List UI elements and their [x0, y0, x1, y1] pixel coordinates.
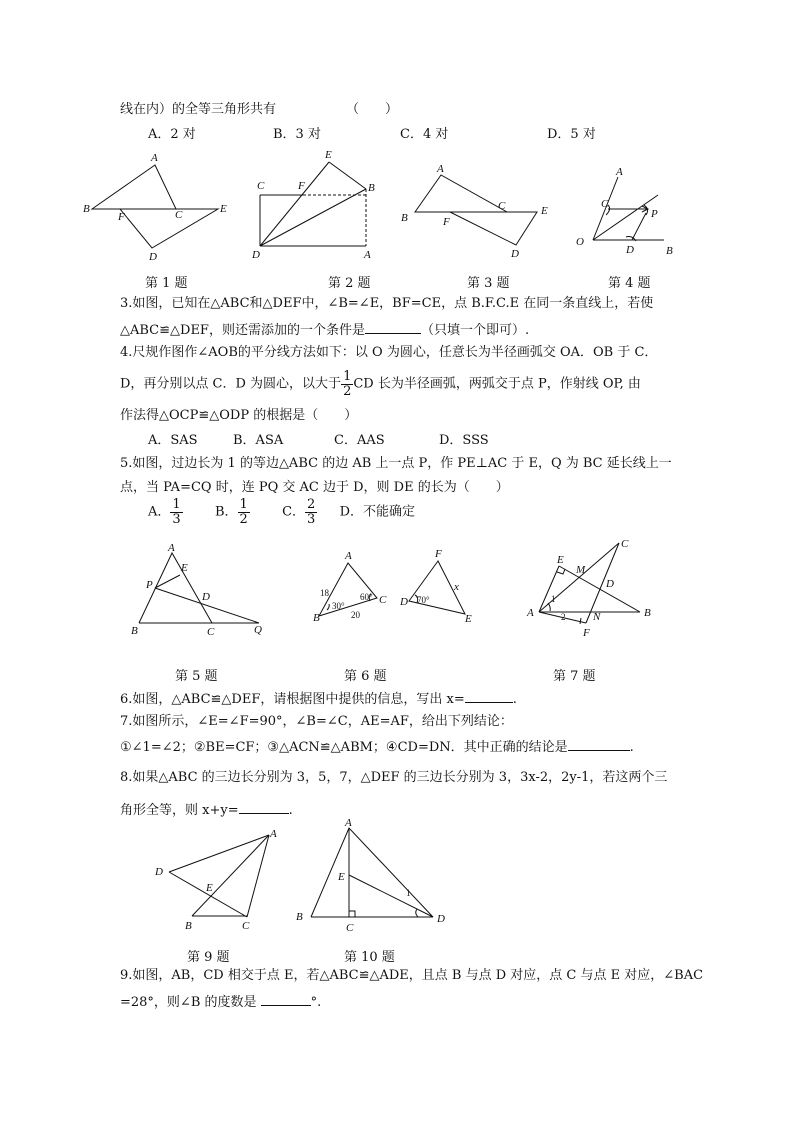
fig6-label-c: C: [379, 594, 387, 606]
q4-option-d: D．SSS: [439, 433, 489, 448]
q-prev-stem: 线在内）的全等三角形共有 （ ）: [120, 102, 399, 117]
q4-fraction: $\frac{1}{2}$: [343, 369, 352, 399]
fig7-label-m: M: [576, 564, 586, 576]
fig9-label-a: A: [270, 828, 277, 840]
q-prev-option-d: D．5 对: [547, 127, 596, 142]
fig1-label-e: E: [220, 203, 227, 215]
q7-line-1: 7.如图所示，∠E=∠F=90°，∠B=∠C，AE=AF，给出下列结论：: [120, 714, 513, 729]
fig10-label-1: 1: [406, 888, 411, 898]
fig7-label-1: 1: [551, 594, 556, 604]
fig1-label-a: A: [151, 152, 158, 164]
fig9-label-c: C: [242, 920, 250, 932]
fig10-label-a: A: [345, 817, 352, 829]
q6-line: 6.如图，△ABC≌△DEF，请根据图中提供的信息，写出 x= .: [120, 692, 517, 707]
figure-2: [250, 145, 385, 265]
fig6-label-d: D: [400, 596, 408, 608]
fig3-label-c: C: [498, 200, 506, 212]
q8-answer-blank[interactable]: [239, 801, 289, 814]
fig4-label-d: D: [626, 244, 634, 256]
fig3-label-e: E: [541, 205, 548, 217]
fig5-label-a: A: [168, 542, 175, 554]
q4-option-a: A．SAS: [148, 433, 198, 448]
fig6-label-b: B: [313, 612, 320, 624]
figure-9: [150, 825, 290, 940]
figure-7: [522, 535, 662, 645]
q5-fraction-c: $\frac{2}{3}$: [307, 497, 316, 527]
fig10-label-d: D: [437, 913, 445, 925]
fig5-label-c: C: [207, 626, 215, 638]
fig5-label-e: E: [181, 562, 188, 574]
q4-line-1: 4.尺规作图作∠AOB的平分线方法如下：以 O 为圆心，任意长为半径画弧交 OA．OB 于 C．: [120, 345, 658, 360]
q9-line-2: =28°，则∠B 的度数是 °.: [120, 995, 322, 1010]
fig7-label-c: C: [621, 538, 629, 550]
caption-figure-2: 第 2 题: [328, 276, 371, 291]
q3-line-1: 3.如图，已知在△ABC和△DEF中，∠B=∠E，BF=CE，点 B.F.C.E 在同一条直线上，若使: [120, 296, 654, 311]
fig6-label-20: 20: [351, 610, 360, 620]
fig3-label-b: B: [401, 212, 408, 224]
fig2-label-a: A: [364, 249, 371, 261]
q6-answer-blank[interactable]: [465, 690, 513, 703]
q-prev-option-b: B．3 对: [273, 127, 321, 142]
fig6-label-18: 18: [320, 588, 329, 598]
q4-option-c: C．AAS: [334, 433, 385, 448]
caption-figure-7: 第 7 题: [553, 669, 596, 684]
q5-line-1: 5.如图，过边长为 1 的等边△ABC 的边 AB 上一点 P，作 PE⊥AC 于 E，Q 为 BC 延长线上一: [120, 456, 672, 471]
caption-figure-3: 第 3 题: [467, 276, 510, 291]
caption-figure-10: 第 10 题: [344, 950, 395, 965]
q8-line-2: 角形全等，则 x+y= .: [120, 803, 293, 818]
fig6-label-x: x: [454, 581, 459, 593]
fig1-label-c: C: [175, 209, 183, 221]
q-prev-option-c: C．4 对: [400, 127, 449, 142]
fig7-label-a: A: [527, 607, 534, 619]
fig6-label-a: A: [345, 550, 352, 562]
q7-answer-blank[interactable]: [568, 738, 630, 751]
fig4-label-a: A: [616, 166, 623, 178]
q4-line-3: 作法得△OCP≌△ODP 的根据是（ ）: [120, 408, 358, 423]
fig7-label-b: B: [644, 607, 651, 619]
fig3-label-a: A: [437, 163, 444, 175]
caption-figure-6: 第 6 题: [344, 669, 387, 684]
q5-fraction-a: $\frac{1}{3}$: [172, 497, 181, 527]
fig4-label-p: P: [651, 208, 658, 220]
fig4-label-o: O: [576, 236, 584, 248]
fig4-label-c: C: [601, 198, 609, 210]
fig5-label-q: Q: [254, 624, 262, 636]
fig1-label-b: B: [83, 203, 90, 215]
fig10-label-e: E: [338, 871, 345, 883]
caption-figure-9: 第 9 题: [187, 950, 230, 965]
caption-figure-5: 第 5 题: [175, 669, 218, 684]
fig4-label-b: B: [666, 245, 673, 257]
fig10-label-b: B: [296, 911, 303, 923]
q5-fraction-b: $\frac{1}{2}$: [239, 497, 248, 527]
q5-line-2: 点，当 PA=CQ 时，连 PQ 交 AC 边于 D，则 DE 的长为（ ）: [120, 480, 509, 495]
q4-line-2: D，再分别以点 C．D 为圆心，以大于 $\frac{1}{2}$ CD 长为半径画弧，两弧交于点 P，作射线 OP, 由: [120, 369, 641, 399]
q-prev-option-a: A．2 对: [148, 127, 196, 142]
fig6-label-e: E: [465, 613, 472, 625]
fig7-label-n: N: [593, 611, 601, 623]
figure-1: [80, 148, 240, 263]
fig2-label-d: D: [252, 249, 260, 261]
q7-line-2: ①∠1=∠2；②BE=CF；③△ACN≌△ABM；④CD=DN．其中正确的结论是 .: [120, 740, 634, 755]
q3-line-2: △ABC≌△DEF，则还需添加的一个条件是 （只填一个即可）.: [120, 323, 530, 338]
fig3-label-d: D: [511, 248, 519, 260]
q8-line-1: 8.如果△ABC 的三边长分别为 3，5，7，△DEF 的三边长分别为 3，3x-2，2y-1，若这两个三: [120, 770, 668, 785]
fig1-label-f: F: [118, 211, 125, 223]
fig9-label-e: E: [206, 882, 213, 894]
q5-options: A． $\frac{1}{3}$ B． $\frac{1}{2}$ C． $\frac{2}{3}$ D．不能确定: [148, 497, 416, 527]
fig2-label-b: B: [368, 182, 375, 194]
fig9-label-b: B: [185, 920, 192, 932]
caption-figure-1: 第 1 题: [145, 276, 188, 291]
fig6-label-70deg: 70°: [417, 595, 430, 605]
fig5-label-p: P: [146, 579, 153, 591]
figure-3: [395, 155, 560, 260]
fig2-label-e: E: [325, 149, 332, 161]
fig2-label-f: F: [298, 180, 305, 192]
fig6-label-30deg: 30°: [332, 601, 345, 611]
fig5-label-b: B: [131, 625, 138, 637]
caption-figure-4: 第 4 题: [608, 276, 651, 291]
fig5-label-d: D: [202, 591, 210, 603]
fig7-label-f: F: [583, 627, 590, 639]
figure-6: [305, 548, 485, 628]
fig2-label-c: C: [257, 180, 265, 192]
fig9-label-d: D: [155, 866, 163, 878]
fig1-label-d: D: [149, 251, 157, 263]
fig10-label-c: C: [346, 922, 354, 934]
fig7-label-2: 2: [561, 612, 566, 622]
q9-line-1: 9.如图，AB，CD 相交于点 E，若△ABC≌△ADE，且点 B 与点 D 对应，点 C 与点 E 对应，∠BAC: [120, 968, 704, 983]
figure-10: [290, 815, 455, 940]
fig7-label-e: E: [557, 554, 564, 566]
figure-4: [572, 165, 682, 260]
fig3-label-f: F: [443, 216, 450, 228]
q9-answer-blank[interactable]: [261, 993, 311, 1006]
q3-answer-blank[interactable]: [365, 321, 421, 334]
q4-option-b: B．ASA: [233, 433, 284, 448]
fig7-label-d: D: [606, 578, 614, 590]
figure-5: [125, 540, 275, 640]
fig6-label-f: F: [435, 548, 442, 560]
fig6-label-60deg: 60°: [360, 592, 373, 602]
